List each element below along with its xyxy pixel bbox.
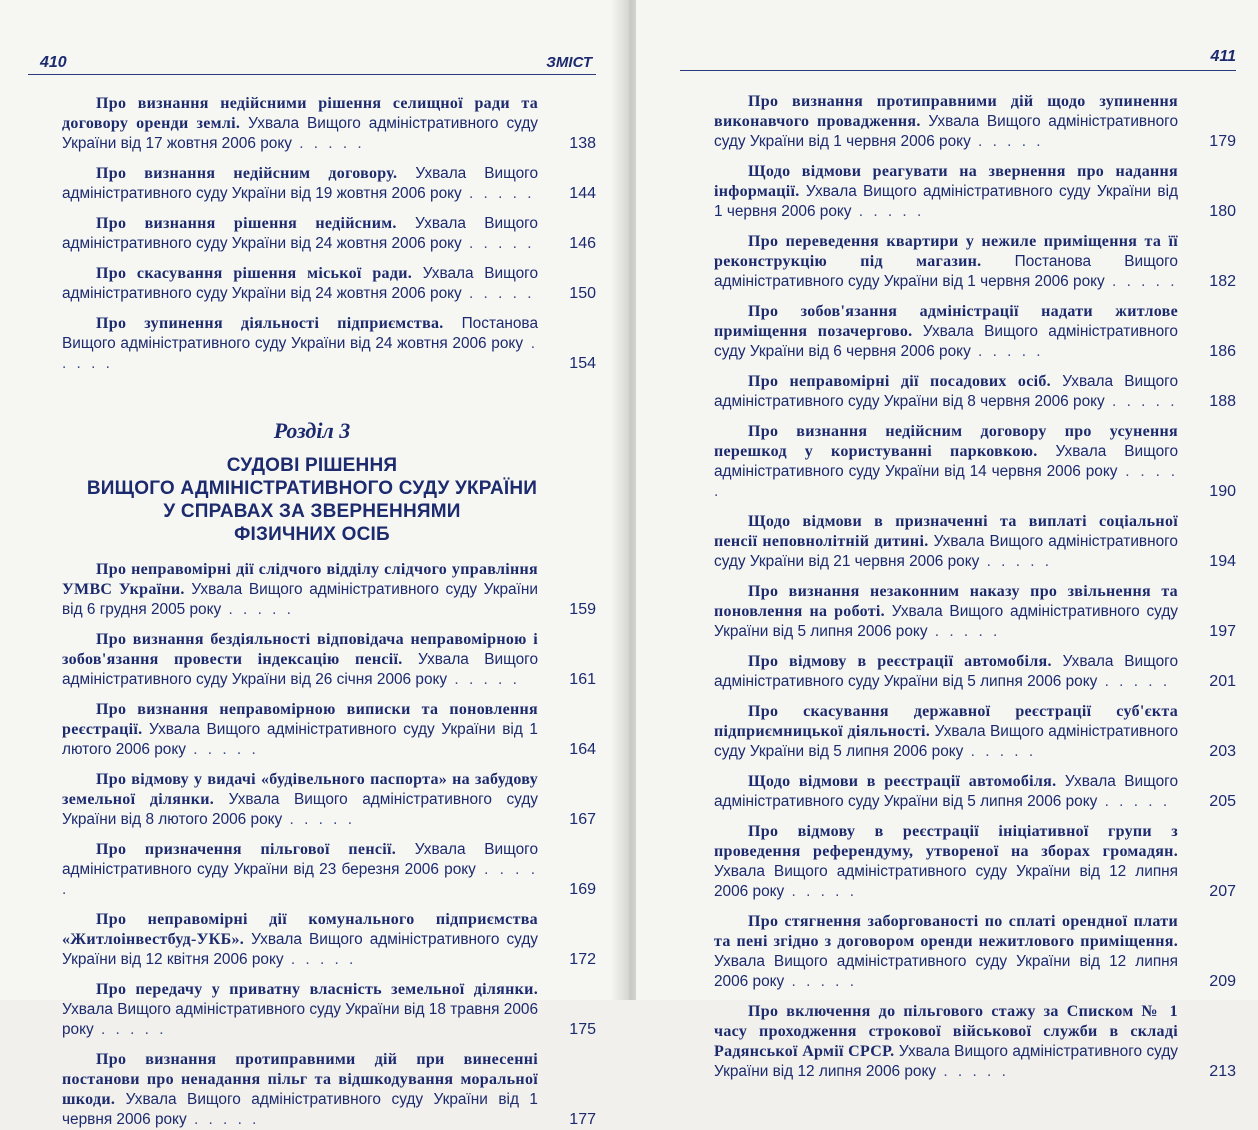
toc-entry-title: Про визнання протиправними дій щодо зупинення виконавчого провадження. xyxy=(714,93,1178,130)
toc-entry-text xyxy=(680,652,1178,692)
toc-entry-page: 167 xyxy=(569,811,596,828)
toc-entry-text xyxy=(680,92,1178,152)
toc-entry xyxy=(28,314,596,374)
toc-entry xyxy=(28,264,596,304)
toc-entry-page: 161 xyxy=(569,671,596,688)
toc-entry-title: Про визнання недійсним договору. xyxy=(96,165,398,182)
leader-dots: . . . . . xyxy=(93,1021,167,1038)
toc-entry-source: Ухвала Вищого адміністративного суду України від 21 червня 2006 року xyxy=(714,533,1178,570)
section-title-line: СУДОВІ РІШЕННЯ xyxy=(226,455,398,476)
toc-entry-text xyxy=(680,912,1178,992)
toc-entry xyxy=(28,94,596,154)
leader-dots: . . . . . xyxy=(186,1111,260,1128)
leader-dots: . . . . . xyxy=(979,553,1053,570)
toc-entry-source: Ухвала Вищого адміністративного суду України від 12 квітня 2006 року xyxy=(62,931,538,968)
toc-entry-title: Про зобов'язання адміністрації надати житлове приміщення позачергово. xyxy=(714,303,1178,340)
toc-entry-source: Ухвала Вищого адміністративного суду України від 5 липня 2006 року xyxy=(714,653,1179,690)
toc-entry-text xyxy=(28,264,538,304)
toc-list-bottom xyxy=(28,560,596,1130)
toc-entry-source: Ухвала Вищого адміністративного суду України від 8 лютого 2006 року xyxy=(62,791,538,828)
page-number: 411 xyxy=(1210,48,1236,65)
toc-entry-page: 164 xyxy=(569,741,596,758)
toc-entry-page: 179 xyxy=(1209,133,1236,150)
toc-entry-title: Про зупинення діяльності підприємства. xyxy=(96,315,444,332)
toc-entry-source: Ухвала Вищого адміністративного суду України від 5 липня 2006 року xyxy=(714,723,1178,760)
section-title-line: У СПРАВАХ ЗА ЗВЕРНЕННЯМИ xyxy=(163,501,461,522)
toc-entry-page: 209 xyxy=(1209,973,1236,990)
toc-entry-source: Ухвала Вищого адміністративного суду України від 5 липня 2006 року xyxy=(714,603,1179,640)
leader-dots: . . . . . xyxy=(963,743,1037,760)
toc-entry-page: 186 xyxy=(1209,343,1236,360)
header-rule xyxy=(28,74,596,75)
toc-entry-page: 175 xyxy=(569,1021,596,1038)
toc-entry-title: Про визнання рішення недійсним. xyxy=(96,215,397,232)
leader-dots: . . . . . xyxy=(185,741,259,758)
toc-entry-text xyxy=(28,980,538,1040)
toc-entry-text xyxy=(680,822,1178,902)
toc-entry-page: 177 xyxy=(569,1111,596,1128)
leader-dots: . . . . . xyxy=(461,185,535,202)
toc-entry-text xyxy=(28,770,538,830)
toc-entry-text xyxy=(28,214,538,254)
right-page xyxy=(636,0,1258,1080)
leader-dots: . . . . . xyxy=(936,1063,1009,1080)
leader-dots: . . . . . xyxy=(1097,793,1171,810)
leader-dots: . . . . . xyxy=(1104,273,1178,290)
toc-entry-title: Про відмову в реєстрації автомобіля. xyxy=(748,653,1052,670)
toc-entry-page: 203 xyxy=(1209,743,1236,760)
section-heading xyxy=(28,418,596,546)
page-number: 410 xyxy=(40,54,67,71)
toc-entry-title: Про визнання протиправними дій при винесенні постанови про ненадання пільг та відшкодування моральної шкоди. xyxy=(62,1051,538,1108)
toc-entry-page: 182 xyxy=(1209,273,1236,290)
toc-entry-source: Постанова Вищого адміністративного суду України від 1 червня 2006 року xyxy=(714,253,1178,290)
leader-dots: . . . . . xyxy=(784,973,858,990)
toc-entry-title: Щодо відмови реагувати на звернення про надання інформації. xyxy=(714,163,1178,200)
toc-entry-text xyxy=(680,232,1178,292)
leader-dots: . . . . . xyxy=(784,883,858,900)
toc-entry xyxy=(28,700,596,760)
toc-list xyxy=(680,92,1236,1082)
leader-dots: . . . . . xyxy=(447,671,520,688)
section-label: Розділ 3 xyxy=(273,418,351,443)
toc-entry-title: Про визнання неправомірною виписки та поновлення реєстрації. xyxy=(62,701,538,738)
toc-entry-page: 169 xyxy=(569,881,596,898)
leader-dots: . . . . . xyxy=(461,285,535,302)
toc-entry-title: Про визнання незаконним наказу про звільнення та поновлення на роботі. xyxy=(714,583,1178,620)
left-page xyxy=(0,0,622,1128)
toc-entry-page: 150 xyxy=(569,285,596,302)
toc-entry-title: Про стягнення заборгованості по сплаті орендної плати та пені згідно з договором оренди нежитлового приміщення. xyxy=(714,913,1178,950)
toc-entry-page: 172 xyxy=(569,951,596,968)
toc-entry xyxy=(28,980,596,1040)
toc-entry-page: 188 xyxy=(1209,393,1236,410)
toc-entry xyxy=(680,1002,1236,1082)
toc-entry xyxy=(28,560,596,620)
toc-entry xyxy=(680,582,1236,642)
leader-dots: . . . . . xyxy=(461,235,535,252)
toc-entry xyxy=(28,164,596,204)
toc-entry-title: Про неправомірні дії слідчого відділу слідчого управління УМВС України. xyxy=(62,561,538,598)
toc-entry-text xyxy=(680,582,1178,642)
toc-entry-text xyxy=(28,560,538,620)
toc-entry-source: Ухвала Вищого адміністративного суду України від 1 лютого 2006 року xyxy=(62,721,538,758)
leader-dots: . . . . . xyxy=(62,861,538,898)
leader-dots: . . . . . xyxy=(851,203,925,220)
toc-entry-page: 213 xyxy=(1209,1063,1236,1080)
toc-entry xyxy=(680,912,1236,992)
toc-entry-title: Про визнання недійсним договору про усунення перешкод у користуванні парковкою. xyxy=(714,423,1178,460)
toc-entry-title: Про включення до пільгового стажу за Списком № 1 часу проходження строкової військової служби в складі Радянської Армії СРСР. xyxy=(714,1003,1178,1060)
toc-entry-page: 194 xyxy=(1209,553,1236,570)
toc-entry-source: Ухвала Вищого адміністративного суду України від 5 липня 2006 року xyxy=(714,773,1179,810)
toc-entry-title: Про неправомірні дії комунального підприємства «Житлоінвестбуд-УКБ». xyxy=(62,911,538,948)
header-rule xyxy=(680,70,1236,71)
toc-entry xyxy=(680,822,1236,902)
toc-entry-page: 138 xyxy=(569,135,596,152)
toc-entry-title: Про призначення пільгової пенсії. xyxy=(96,841,397,858)
leader-dots: . . . . . xyxy=(970,133,1044,150)
toc-entry-title: Щодо відмови в призначенні та виплаті соціальної пенсії неповнолітній дитині. xyxy=(714,513,1178,550)
toc-entry xyxy=(680,512,1236,572)
toc-entry-page: 154 xyxy=(569,355,596,372)
toc-entry-title: Щодо відмови в реєстрації автомобіля. xyxy=(748,773,1057,790)
toc-entry-text xyxy=(680,702,1178,762)
toc-entry-source: Ухвала Вищого адміністративного суду України від 1 червня 2006 року xyxy=(714,183,1179,220)
leader-dots: . . . . . xyxy=(970,343,1044,360)
toc-entry-title: Про передачу у приватну власність земельної ділянки. xyxy=(96,981,538,998)
toc-entry-text xyxy=(28,700,538,760)
toc-entry xyxy=(680,652,1236,692)
leader-dots: . . . . . xyxy=(221,601,294,618)
toc-entry-source: Ухвала Вищого адміністративного суду України від 1 червня 2006 року xyxy=(714,113,1178,150)
leader-dots: . . . . . xyxy=(291,135,365,152)
toc-entry-title: Про неправомірні дії посадових осіб. xyxy=(748,373,1051,390)
toc-entry-page: 201 xyxy=(1209,673,1236,690)
leader-dots: . . . . . xyxy=(62,335,538,372)
toc-entry-source: Ухвала Вищого адміністративного суду України від 24 жовтня 2006 року xyxy=(62,265,538,302)
toc-entry-title: Про скасування рішення міської ради. xyxy=(96,265,413,282)
toc-entry-title: Про визнання недійсними рішення селищної ради та договору оренди землі. xyxy=(62,95,538,132)
toc-entry-text xyxy=(28,630,538,690)
toc-entry-page: 144 xyxy=(569,185,596,202)
toc-entry xyxy=(28,1050,596,1130)
toc-entry-source: Постанова Вищого адміністративного суду України від 24 жовтня 2006 року xyxy=(62,315,538,352)
toc-entry xyxy=(28,630,596,690)
toc-entry-source: Ухвала Вищого адміністративного суду України від 12 липня 2006 року xyxy=(714,863,1178,900)
toc-entry-source: Ухвала Вищого адміністративного суду України від 26 січня 2006 року xyxy=(62,651,539,688)
running-head-left xyxy=(28,0,596,76)
toc-entry-source: Ухвала Вищого адміністративного суду України від 17 жовтня 2006 року xyxy=(62,115,539,152)
toc-entry xyxy=(28,770,596,830)
toc-entry-text xyxy=(28,910,538,970)
toc-entry-text xyxy=(28,94,538,154)
toc-entry xyxy=(680,92,1236,152)
leader-dots: . . . . . xyxy=(1104,393,1178,410)
toc-entry-text xyxy=(680,512,1178,572)
toc-entry-source: Ухвала Вищого адміністративного суду України від 12 липня 2006 року xyxy=(714,1043,1178,1080)
toc-entry-text xyxy=(680,772,1178,812)
toc-entry xyxy=(28,910,596,970)
toc-entry-source: Ухвала Вищого адміністративного суду України від 19 жовтня 2006 року xyxy=(62,165,539,202)
toc-list-top xyxy=(28,94,596,374)
leader-dots: . . . . . xyxy=(927,623,1001,640)
leader-dots: . . . . . xyxy=(714,463,1178,500)
toc-entry-page: 207 xyxy=(1209,883,1236,900)
toc-entry-page: 159 xyxy=(569,601,596,618)
toc-entry xyxy=(680,302,1236,362)
toc-entry-text xyxy=(28,840,538,900)
toc-entry-text xyxy=(28,164,538,204)
toc-entry-text xyxy=(680,1002,1178,1082)
toc-entry-title: Про переведення квартири у нежиле приміщення та її реконструкцію під магазин. xyxy=(714,233,1178,270)
toc-entry-source: Ухвала Вищого адміністративного суду України від 8 червня 2006 року xyxy=(714,373,1179,410)
toc-entry-title: Про скасування державної реєстрації суб'єкта підприємницької діяльності. xyxy=(714,703,1178,740)
toc-entry-text xyxy=(680,422,1178,502)
toc-entry-text xyxy=(680,162,1178,222)
toc-entry-source: Ухвала Вищого адміністративного суду України від 14 червня 2006 року xyxy=(714,443,1179,480)
toc-entry-page: 190 xyxy=(1209,483,1236,500)
toc-entry xyxy=(680,422,1236,502)
toc-entry-page: 205 xyxy=(1209,793,1236,810)
toc-entry xyxy=(680,372,1236,412)
toc-entry-page: 197 xyxy=(1209,623,1236,640)
toc-entry xyxy=(680,232,1236,292)
toc-entry-source: Ухвала Вищого адміністративного суду України від 12 липня 2006 року xyxy=(714,953,1178,990)
section-title-line: ФІЗИЧНИХ ОСІБ xyxy=(234,524,390,545)
toc-entry-text xyxy=(680,372,1178,412)
running-title: ЗМІСТ xyxy=(546,54,592,71)
toc-entry xyxy=(28,840,596,900)
section-title-line: ВИЩОГО АДМІНІСТРАТИВНОГО СУДУ УКРАЇНИ xyxy=(86,478,538,499)
leader-dots: . . . . . xyxy=(283,951,357,968)
toc-entry xyxy=(680,772,1236,812)
toc-entry-text xyxy=(680,302,1178,362)
toc-entry-source: Ухвала Вищого адміністративного суду України від 24 жовтня 2006 року xyxy=(62,215,538,252)
toc-entry-title: Про відмову в реєстрації ініціативної групи з проведення референдуму, утвореної на зборах громадян. xyxy=(714,823,1178,860)
toc-entry-source: Ухвала Вищого адміністративного суду України від 1 червня 2006 року xyxy=(62,1091,538,1128)
leader-dots: . . . . . xyxy=(282,811,356,828)
toc-entry-text xyxy=(28,314,538,374)
running-head-right xyxy=(680,0,1236,70)
toc-entry xyxy=(28,214,596,254)
toc-entry-text xyxy=(28,1050,538,1130)
toc-entry-source: Ухвала Вищого адміністративного суду України від 6 червня 2006 року xyxy=(714,323,1178,360)
toc-entry-title: Про відмову у видачі «будівельного паспорта» на забудову земельної ділянки. xyxy=(62,771,538,808)
toc-entry-source: Ухвала Вищого адміністративного суду України від 6 грудня 2005 року xyxy=(62,581,538,618)
toc-entry-source: Ухвала Вищого адміністративного суду України від 23 березня 2006 року xyxy=(62,841,539,878)
toc-entry-page: 180 xyxy=(1209,203,1236,220)
toc-entry-page: 146 xyxy=(569,235,596,252)
toc-entry xyxy=(680,702,1236,762)
toc-entry-title: Про визнання бездіяльності відповідача неправомірною і зобов'язання провести індексацію пенсії. xyxy=(62,631,538,668)
toc-entry xyxy=(680,162,1236,222)
toc-entry-source: Ухвала Вищого адміністративного суду України від 18 травня 2006 року xyxy=(62,1001,538,1038)
leader-dots: . . . . . xyxy=(1097,673,1171,690)
